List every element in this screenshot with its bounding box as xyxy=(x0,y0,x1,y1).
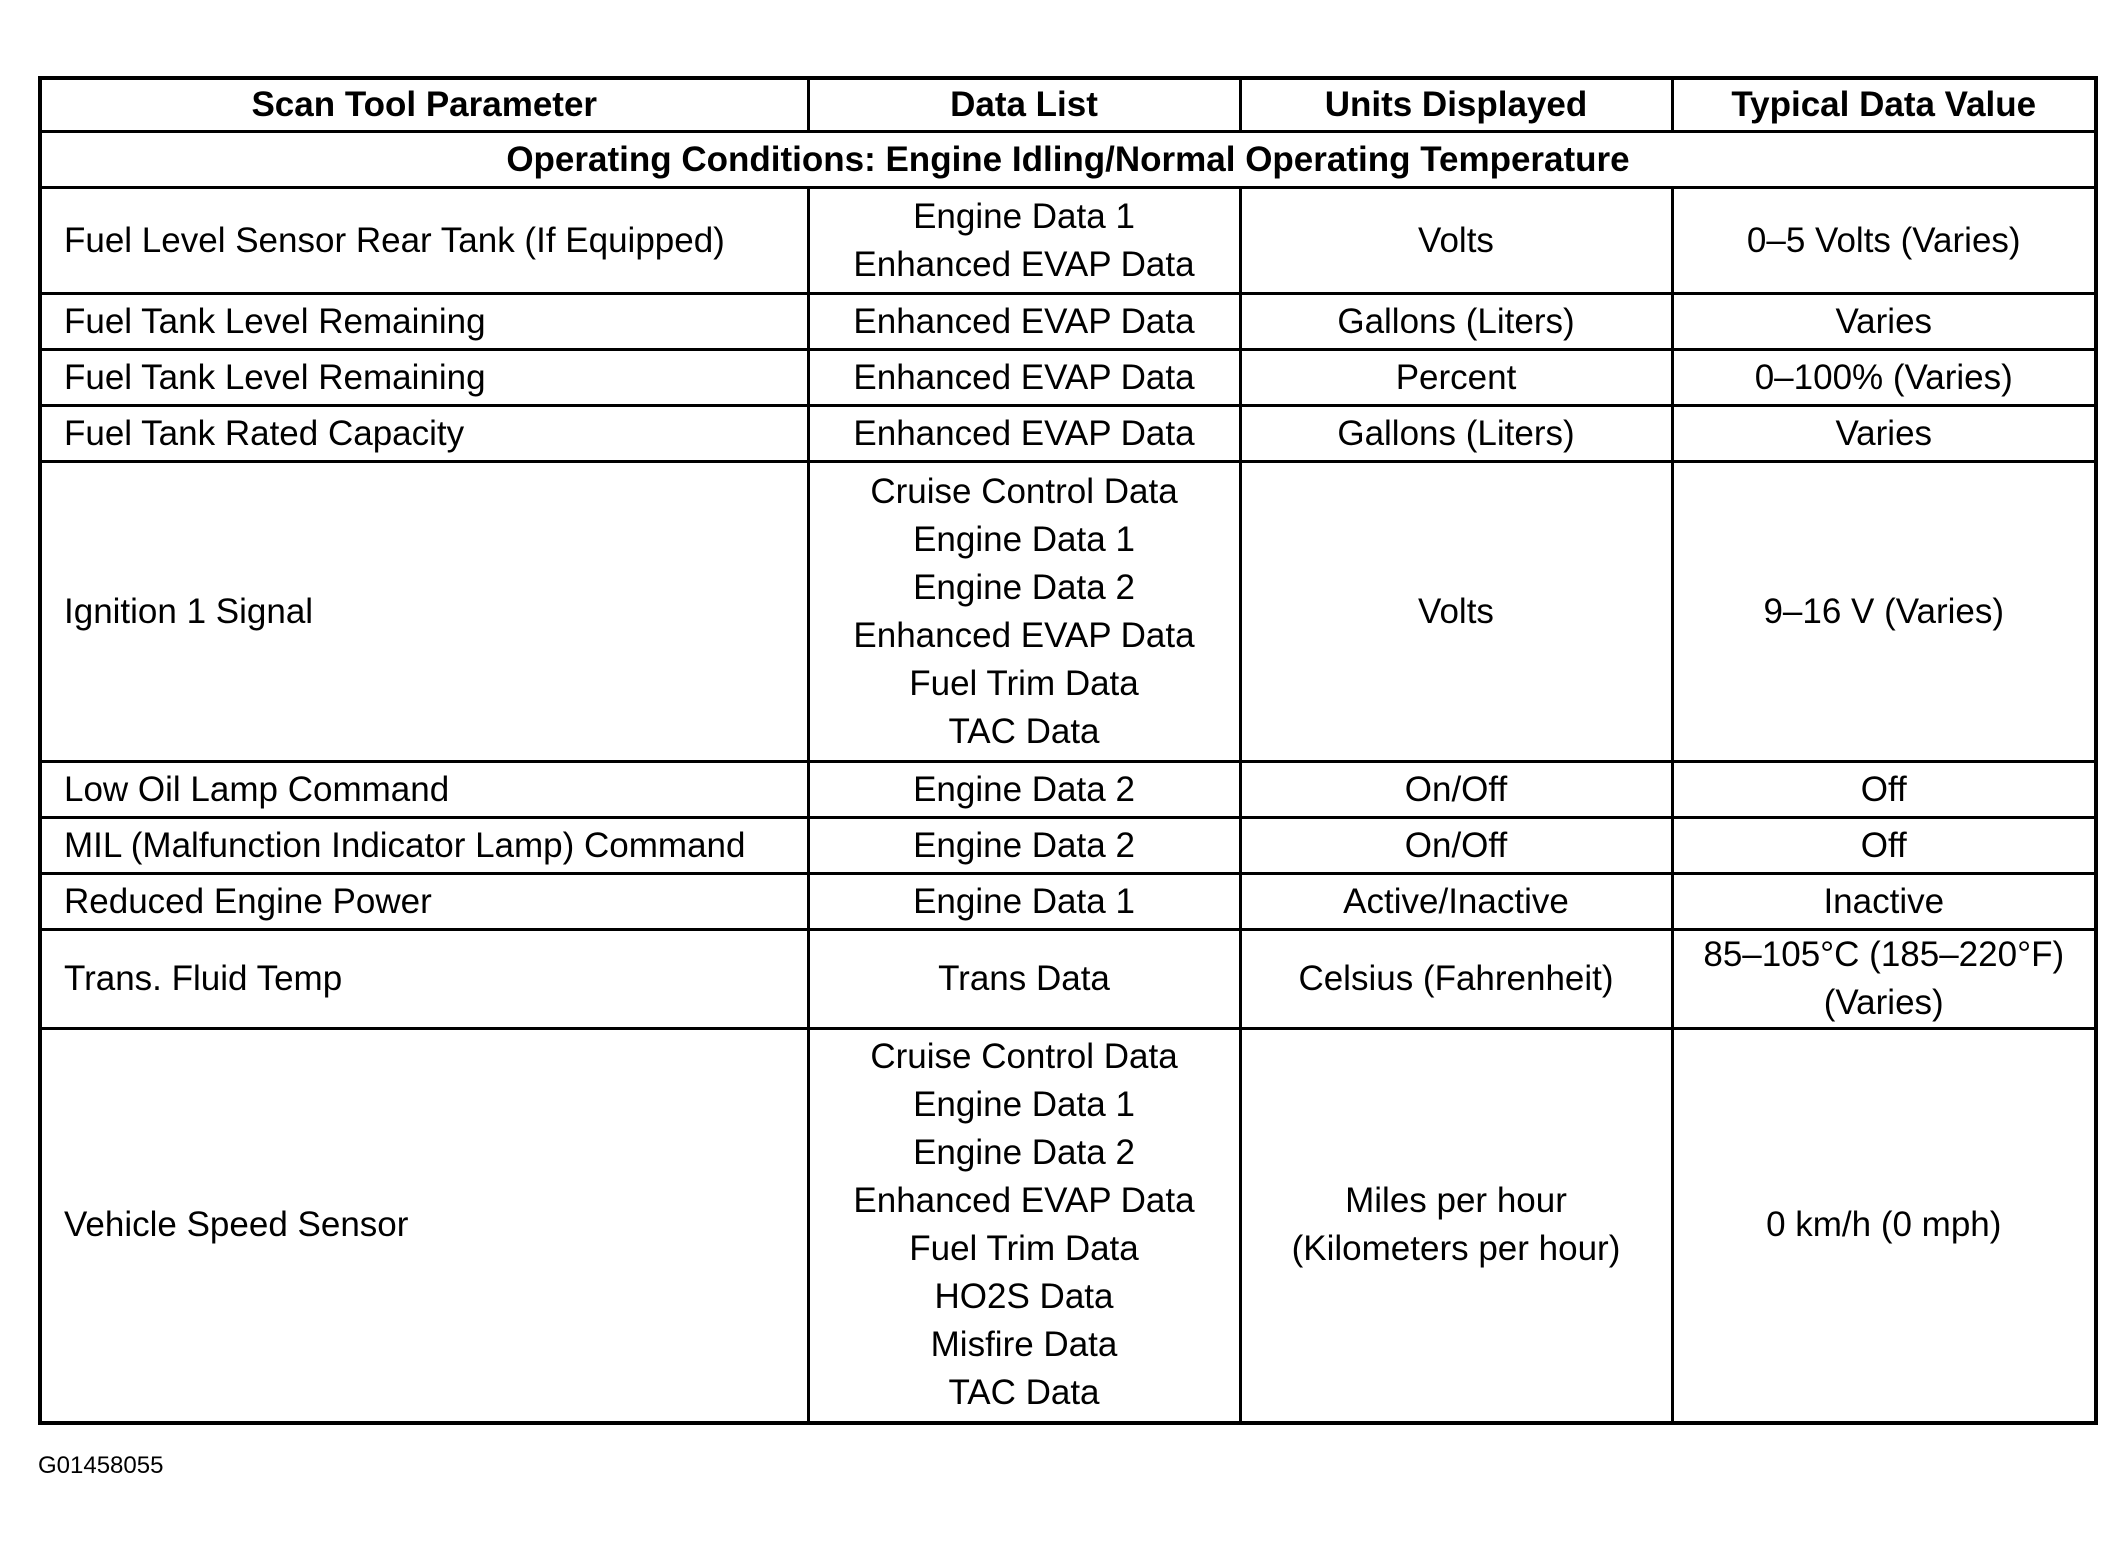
cell-parameter: Fuel Level Sensor Rear Tank (If Equipped) xyxy=(40,188,808,294)
cell-line: 0 km/h (0 mph) xyxy=(1766,1205,2002,1245)
table-row xyxy=(40,874,2096,930)
cell-line: Off xyxy=(1860,769,1907,809)
cell-units xyxy=(1240,188,1672,294)
cell-line: Gallons (Liters) xyxy=(1337,301,1575,341)
section-title: Operating Conditions: Engine Idling/Normal Operating Temperature xyxy=(40,132,2096,188)
cell-line: Engine Data 2 xyxy=(913,1133,1135,1173)
cell-data-list xyxy=(808,762,1240,818)
cell-line: Cruise Control Data xyxy=(870,1037,1178,1077)
cell-line: Engine Data 1 xyxy=(913,519,1135,559)
cell-parameter: Fuel Tank Level Remaining xyxy=(40,294,808,350)
scan-tool-data-table xyxy=(38,76,2098,1425)
cell-line: Cruise Control Data xyxy=(870,471,1178,511)
cell-line: Trans Data xyxy=(938,959,1110,998)
cell-data-list xyxy=(808,188,1240,294)
cell-units xyxy=(1240,462,1672,762)
cell-parameter: Reduced Engine Power xyxy=(40,874,808,930)
cell-line: Varies xyxy=(1835,301,1933,341)
table-row xyxy=(40,462,2096,762)
cell-line: 0–5 Volts (Varies) xyxy=(1746,220,2021,260)
cell-line: HO2S Data xyxy=(934,1277,1114,1317)
cell-line: Enhanced EVAP Data xyxy=(853,615,1195,655)
cell-line: Engine Data 1 xyxy=(913,881,1135,921)
cell-line: 85–105°C (185–220°F) xyxy=(1703,935,2065,974)
cell-data-list xyxy=(808,462,1240,762)
cell-data-list xyxy=(808,406,1240,462)
cell-line: Enhanced EVAP Data xyxy=(853,244,1195,284)
cell-line: 0–100% (Varies) xyxy=(1754,357,2013,397)
cell-units xyxy=(1240,294,1672,350)
cell-line: Inactive xyxy=(1823,881,1945,921)
cell-line: Fuel Trim Data xyxy=(909,663,1139,703)
header-units-displayed: Units Displayed xyxy=(1240,78,1672,132)
cell-units xyxy=(1240,930,1672,1029)
cell-parameter: Fuel Tank Rated Capacity xyxy=(40,406,808,462)
table-row xyxy=(40,818,2096,874)
cell-data-list xyxy=(808,818,1240,874)
cell-units xyxy=(1240,1029,1672,1423)
cell-line: Engine Data 1 xyxy=(913,196,1135,236)
cell-data-list xyxy=(808,350,1240,406)
cell-typical-value xyxy=(1672,406,2096,462)
cell-units xyxy=(1240,406,1672,462)
cell-line: Active/Inactive xyxy=(1343,881,1569,921)
cell-typical-value xyxy=(1672,818,2096,874)
cell-line: (Kilometers per hour) xyxy=(1291,1229,1621,1269)
cell-line: Off xyxy=(1860,825,1907,865)
cell-line: Misfire Data xyxy=(930,1325,1118,1365)
cell-typical-value xyxy=(1672,874,2096,930)
section-row xyxy=(40,132,2096,188)
cell-line: Enhanced EVAP Data xyxy=(853,1181,1195,1221)
cell-typical-value xyxy=(1672,462,2096,762)
cell-line: Engine Data 1 xyxy=(913,1085,1135,1125)
cell-parameter: Low Oil Lamp Command xyxy=(40,762,808,818)
cell-parameter: Trans. Fluid Temp xyxy=(40,930,808,1029)
table-row xyxy=(40,350,2096,406)
header-scan-tool-parameter: Scan Tool Parameter xyxy=(40,78,808,132)
header-data-list: Data List xyxy=(808,78,1240,132)
cell-typical-value xyxy=(1672,350,2096,406)
table-row xyxy=(40,406,2096,462)
table-row xyxy=(40,930,2096,1029)
cell-line: Volts xyxy=(1418,591,1494,631)
cell-line: On/Off xyxy=(1404,769,1508,809)
cell-data-list xyxy=(808,874,1240,930)
cell-line: Enhanced EVAP Data xyxy=(853,301,1195,341)
cell-data-list xyxy=(808,930,1240,1029)
cell-parameter: Ignition 1 Signal xyxy=(40,462,808,762)
table-row xyxy=(40,1029,2096,1423)
table-header-row xyxy=(40,78,2096,132)
cell-line: On/Off xyxy=(1404,825,1508,865)
table-row xyxy=(40,762,2096,818)
cell-typical-value xyxy=(1672,188,2096,294)
cell-line: Enhanced EVAP Data xyxy=(853,357,1195,397)
cell-units xyxy=(1240,762,1672,818)
cell-units xyxy=(1240,874,1672,930)
cell-line: Celsius (Fahrenheit) xyxy=(1298,959,1614,998)
cell-typical-value xyxy=(1672,930,2096,1029)
cell-typical-value xyxy=(1672,762,2096,818)
table-row xyxy=(40,294,2096,350)
cell-line: Percent xyxy=(1395,357,1517,397)
cell-line: Engine Data 2 xyxy=(913,769,1135,809)
cell-parameter: Vehicle Speed Sensor xyxy=(40,1029,808,1423)
cell-units xyxy=(1240,350,1672,406)
cell-parameter: MIL (Malfunction Indicator Lamp) Command xyxy=(40,818,808,874)
cell-units xyxy=(1240,818,1672,874)
cell-data-list xyxy=(808,294,1240,350)
cell-line: Miles per hour xyxy=(1345,1181,1567,1221)
cell-line: TAC Data xyxy=(948,1373,1100,1413)
cell-typical-value xyxy=(1672,1029,2096,1423)
cell-data-list xyxy=(808,1029,1240,1423)
cell-line: Volts xyxy=(1418,220,1494,260)
cell-parameter: Fuel Tank Level Remaining xyxy=(40,350,808,406)
cell-line: TAC Data xyxy=(948,711,1100,751)
cell-line: Enhanced EVAP Data xyxy=(853,413,1195,453)
header-typical-data-value: Typical Data Value xyxy=(1672,78,2096,132)
cell-line: Engine Data 2 xyxy=(913,567,1135,607)
cell-line: 9–16 V (Varies) xyxy=(1763,591,2005,631)
table-row xyxy=(40,188,2096,294)
cell-line: Gallons (Liters) xyxy=(1337,413,1575,453)
cell-line: Varies xyxy=(1835,413,1933,453)
cell-line: (Varies) xyxy=(1823,983,1944,1022)
cell-line: Fuel Trim Data xyxy=(909,1229,1139,1269)
cell-line: Engine Data 2 xyxy=(913,825,1135,865)
cell-typical-value xyxy=(1672,294,2096,350)
figure-id: G01458055 xyxy=(38,1452,164,1479)
